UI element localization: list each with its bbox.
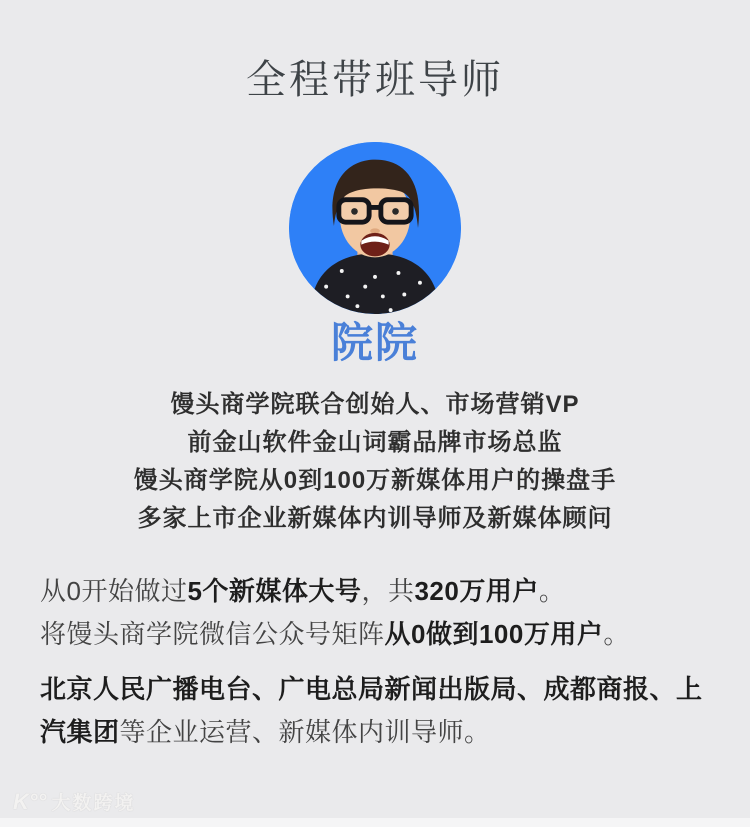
credential-line: 馒头商学院从0到100万新媒体用户的操盘手 — [133, 467, 617, 494]
mentor-avatar — [289, 142, 461, 314]
credential-line: 前金山软件金山词霸品牌市场总监 — [187, 429, 563, 456]
page-title: 全程带班导师 — [246, 58, 504, 102]
watermark-brand-text: 大数跨境 — [51, 793, 136, 814]
bio-text-segment: 。 — [538, 576, 566, 606]
bio-line — [40, 570, 710, 613]
credentials — [0, 386, 750, 538]
mentor-name: 院院 — [330, 319, 419, 366]
credential-line: 多家上市企业新媒体内训导师及新媒体顾问 — [137, 505, 613, 532]
watermark-logo-icon: K°° — [13, 789, 47, 814]
bio-line — [40, 613, 710, 656]
bio-text-segment: 5个新媒体大号 — [187, 576, 362, 606]
bio-text-segment: 320万用户 — [414, 576, 539, 606]
watermark — [13, 788, 136, 815]
bio-text-segment: 北京人民广播电台、广电总局新闻出版局、成都商报、上汽集团 — [40, 674, 703, 747]
bio-line — [40, 668, 710, 754]
bio-text-segment: 。 — [603, 619, 630, 649]
bottom-strip — [0, 818, 750, 827]
bio-block — [40, 570, 710, 656]
bio-section — [40, 570, 710, 754]
bio-text-segment: 从0做到100万用户 — [384, 619, 604, 649]
avatar-photo-graphic — [289, 142, 461, 314]
bio-text-segment: 从0开始做过 — [40, 576, 188, 606]
bio-text-segment: ，共 — [361, 576, 415, 606]
bio-text-segment: 将馒头商学院微信公众号矩阵 — [40, 619, 385, 649]
bio-text-segment: 等企业运营、新媒体内训导师。 — [119, 717, 491, 747]
bio-block — [40, 668, 710, 754]
credential-line: 馒头商学院联合创始人、市场营销VP — [170, 391, 580, 418]
